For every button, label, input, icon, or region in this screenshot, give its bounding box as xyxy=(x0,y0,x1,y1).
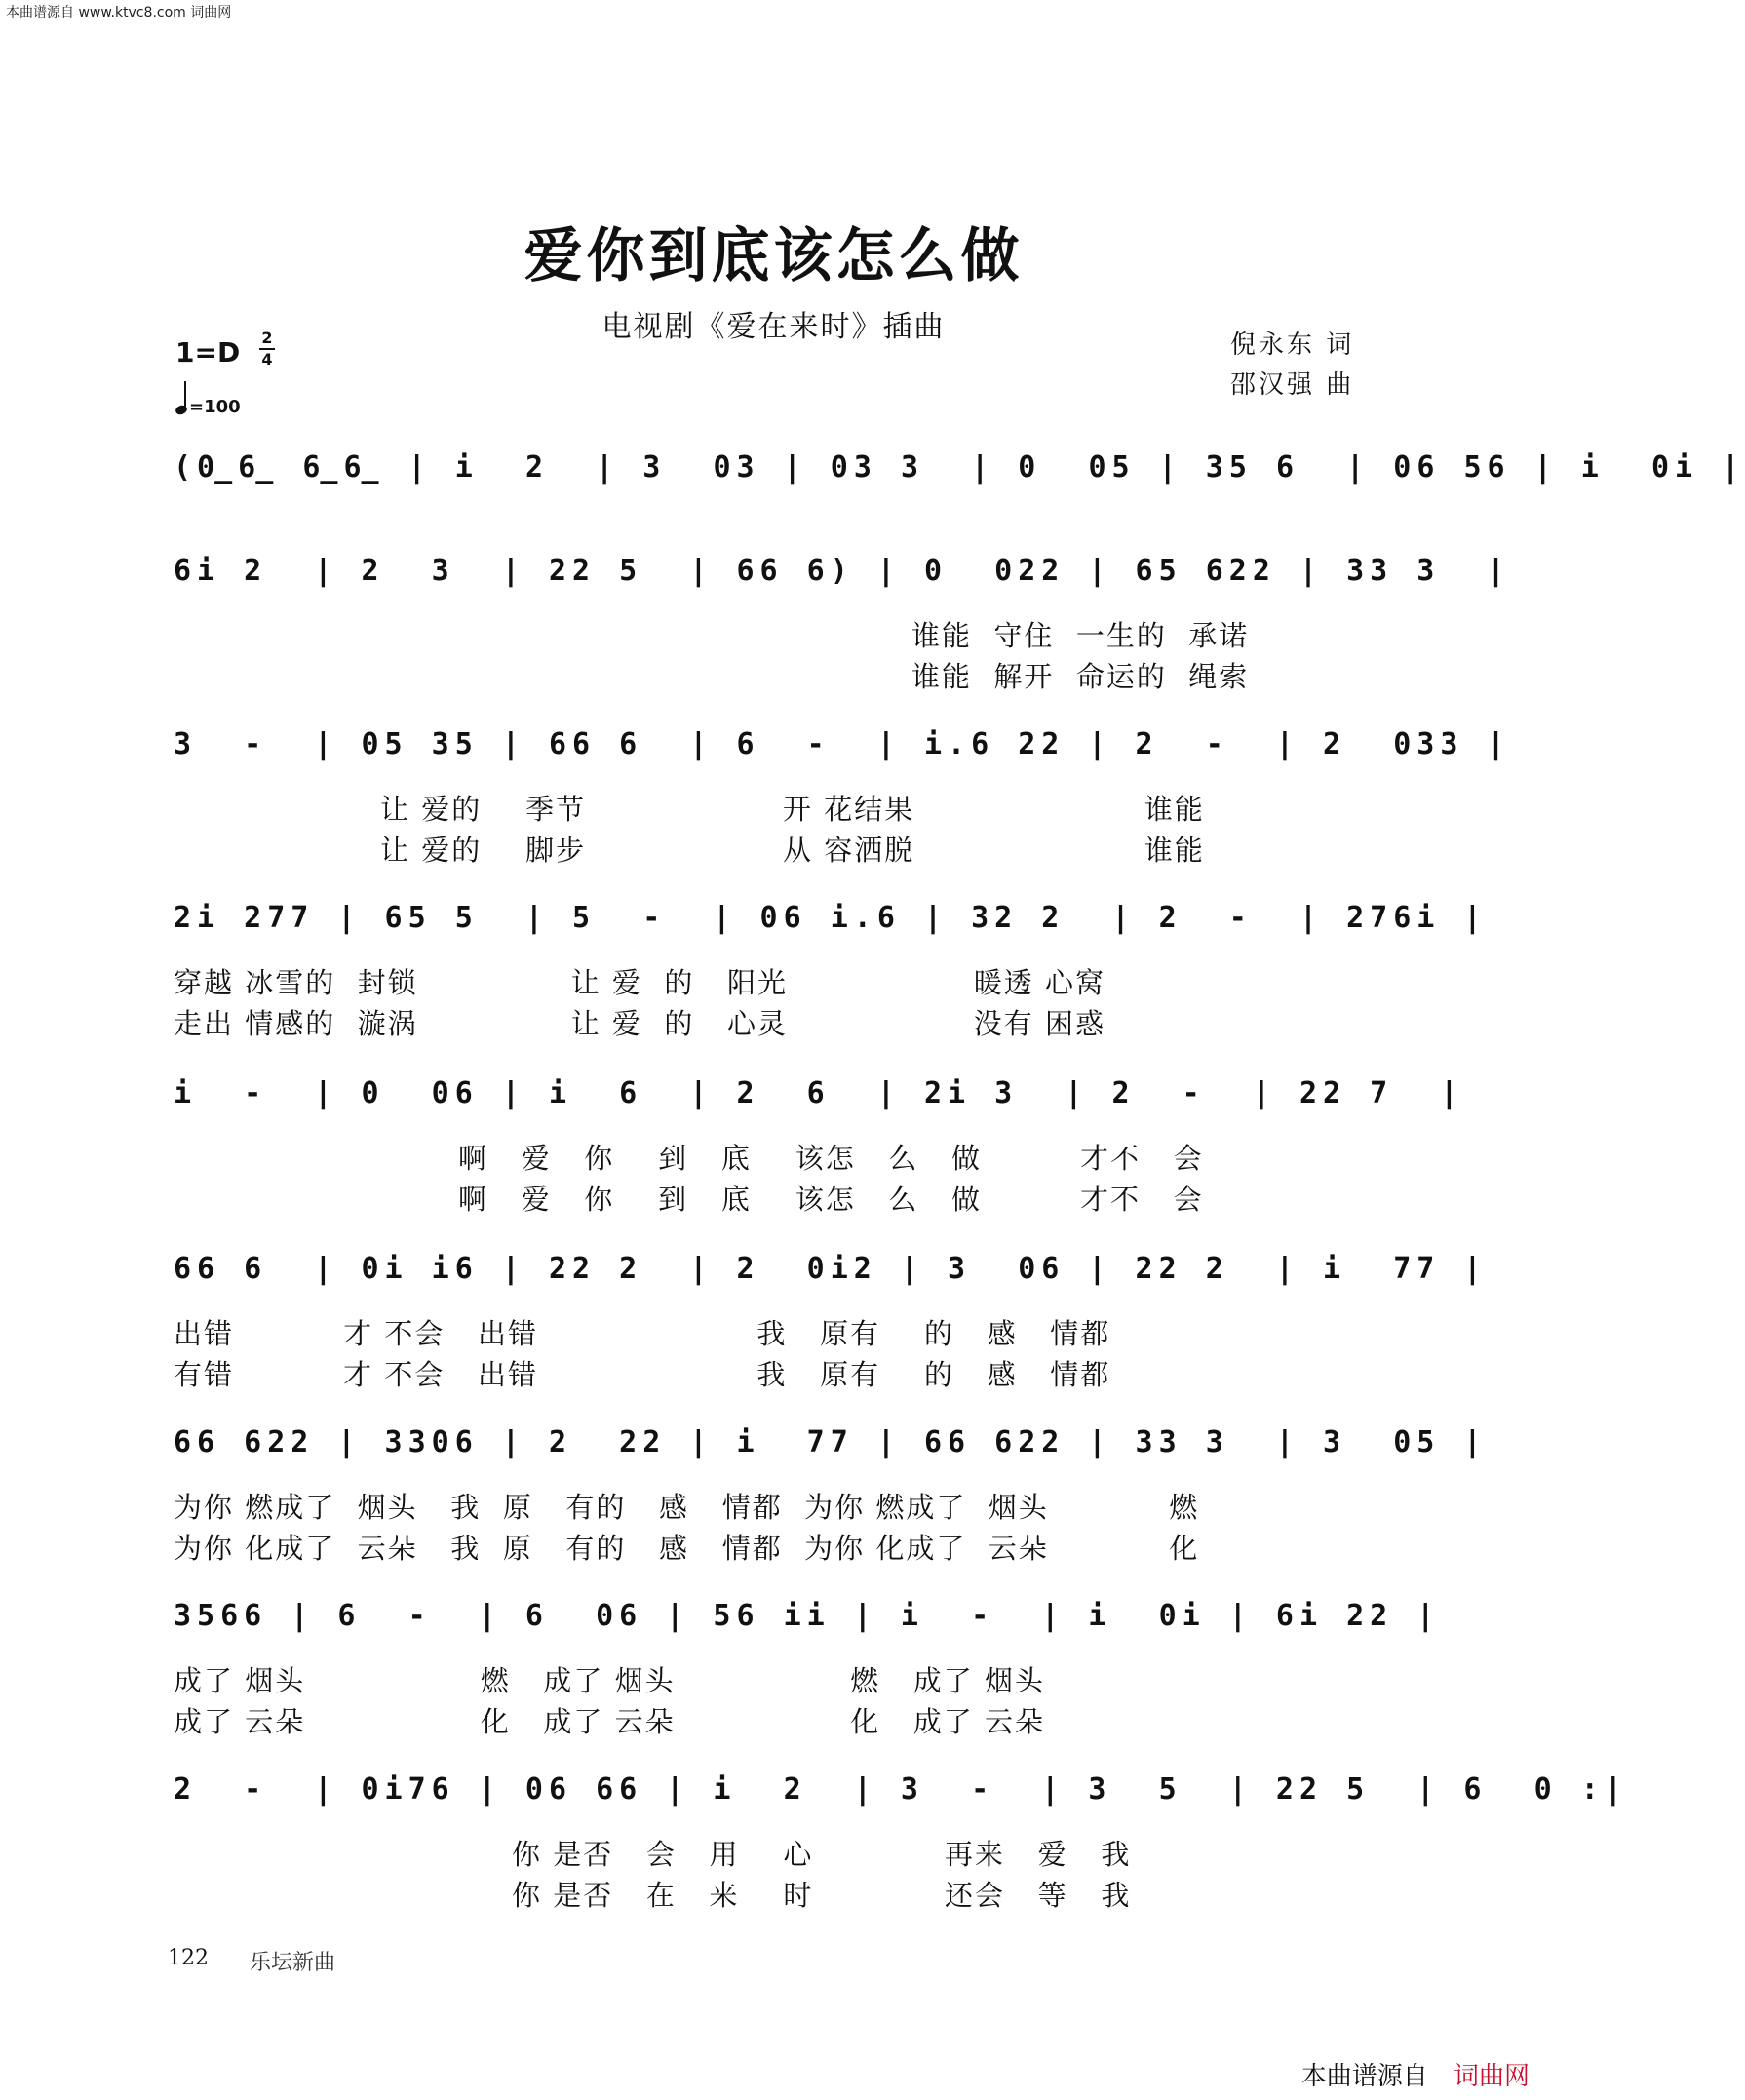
footer-watermark-brand: 词曲网 xyxy=(1453,2062,1530,2091)
header-watermark: 本曲谱源自 www.ktvc8.com 词曲网 xyxy=(6,5,232,20)
notation-line-6: 66 6 | 0i i6 | 22 2 | 2 0i2 | 3 06 | 22 2 | i 77 | xyxy=(174,1252,1488,1286)
time-signature xyxy=(259,330,275,369)
tempo-value: =100 xyxy=(189,397,241,417)
lyric-line-8-verse-1: 成了 烟头 燃 成了 烟头 燃 成了 烟头 xyxy=(174,1664,1045,1697)
score-line-4 xyxy=(174,901,1488,969)
lyric-line-8-verse-2: 成了 云朵 化 成了 云朵 化 成了 云朵 xyxy=(174,1705,1045,1738)
notation-line-9: 2 - | 0i76 | 06 66 | i 2 | 3 - | 3 5 | 22 5 | 6 0 :| xyxy=(174,1772,1628,1807)
tempo-marking xyxy=(175,387,241,417)
lyric-line-4-verse-2: 走出 情感的 漩涡 让 爱 的 心灵 没有 困惑 xyxy=(174,1007,1105,1040)
notation-line-1: (0̲6̲ 6̲6̲ | i 2 | 3 03 | 03 3 | 0 05 | 35 6 | 06 56 | i 0i | xyxy=(174,450,1745,485)
score-line-3 xyxy=(174,727,1511,796)
score-line-5 xyxy=(174,1076,1464,1145)
footer-watermark-left: 本曲谱源自 xyxy=(1300,2062,1428,2091)
quarter-note-icon xyxy=(174,404,188,416)
notation-line-8: 3566 | 6 - | 6 06 | 56 ii | i - | i 0i | 6i 22 | xyxy=(174,1599,1441,1633)
lyric-line-7-verse-1: 为你 燃成了 烟头 我 原 有的 感 情都 为你 燃成了 烟头 燃 xyxy=(174,1491,1200,1524)
lyric-line-3-verse-1: 让 爱的 季节 开 花结果 谁能 xyxy=(380,793,1205,826)
score-line-7 xyxy=(174,1425,1488,1494)
composer-credit: 邵汉强 曲 xyxy=(1230,370,1355,400)
score-line-9 xyxy=(174,1772,1628,1841)
page-number: 122 xyxy=(168,1946,209,1970)
notation-line-5: i - | 0 06 | i 6 | 2 6 | 2i 3 | 2 - | 22 7 | xyxy=(174,1076,1464,1110)
lyric-line-9-verse-1: 你 是否 会 用 心 再来 爱 我 xyxy=(512,1838,1132,1871)
song-title: 爱你到底该怎么做 xyxy=(524,222,1024,291)
lyricist-credit: 倪永东 词 xyxy=(1230,331,1355,360)
lyric-line-6-verse-1: 出错 才 不会 出错 我 原有 的 感 情都 xyxy=(174,1317,1111,1350)
score-line-2 xyxy=(174,554,1511,622)
key-signature: 1=D xyxy=(175,336,241,369)
notation-line-4: 2i 277 | 65 5 | 5 - | 06 i.6 | 32 2 | 2 - | 276i | xyxy=(174,901,1488,935)
score-line-8 xyxy=(174,1599,1441,1667)
footer-watermark xyxy=(1301,2056,1530,2092)
notation-line-2: 6i 2 | 2 3 | 22 5 | 66 6) | 0 022 | 65 622 | 33 3 | xyxy=(174,554,1511,588)
magazine-name: 乐坛新曲 xyxy=(250,1951,336,1975)
notation-line-7: 66 622 | 3306 | 2 22 | i 77 | 66 622 | 33 3 | 3 05 | xyxy=(174,1425,1488,1459)
notation-line-3: 3 - | 05 35 | 66 6 | 6 - | i.6 22 | 2 - | 2 033 | xyxy=(174,727,1511,761)
score-line-1 xyxy=(174,450,1745,519)
note-stem-icon xyxy=(184,381,186,407)
score-line-6 xyxy=(174,1252,1488,1320)
lyric-line-4-verse-1: 穿越 冰雪的 封锁 让 爱 的 阳光 暖透 心窝 xyxy=(174,966,1105,999)
lyric-line-2-verse-2: 谁能 解开 命运的 绳索 xyxy=(911,660,1250,693)
lyric-line-5-verse-2: 啊 爱 你 到 底 该怎 么 做 才不 会 xyxy=(458,1183,1204,1216)
lyric-line-3-verse-2: 让 爱的 脚步 从 容洒脱 谁能 xyxy=(380,834,1205,867)
lyric-line-5-verse-1: 啊 爱 你 到 底 该怎 么 做 才不 会 xyxy=(458,1142,1204,1175)
song-subtitle: 电视剧《爱在来时》插曲 xyxy=(601,310,946,344)
lyric-line-9-verse-2: 你 是否 在 来 时 还会 等 我 xyxy=(512,1879,1132,1912)
lyric-line-7-verse-2: 为你 化成了 云朵 我 原 有的 感 情都 为你 化成了 云朵 化 xyxy=(174,1532,1200,1565)
time-signature-top: 2 xyxy=(261,329,273,347)
lyric-line-2-verse-1: 谁能 守住 一生的 承诺 xyxy=(911,619,1250,652)
lyric-line-6-verse-2: 有错 才 不会 出错 我 原有 的 感 情都 xyxy=(174,1358,1111,1391)
time-signature-bottom: 4 xyxy=(261,350,273,369)
